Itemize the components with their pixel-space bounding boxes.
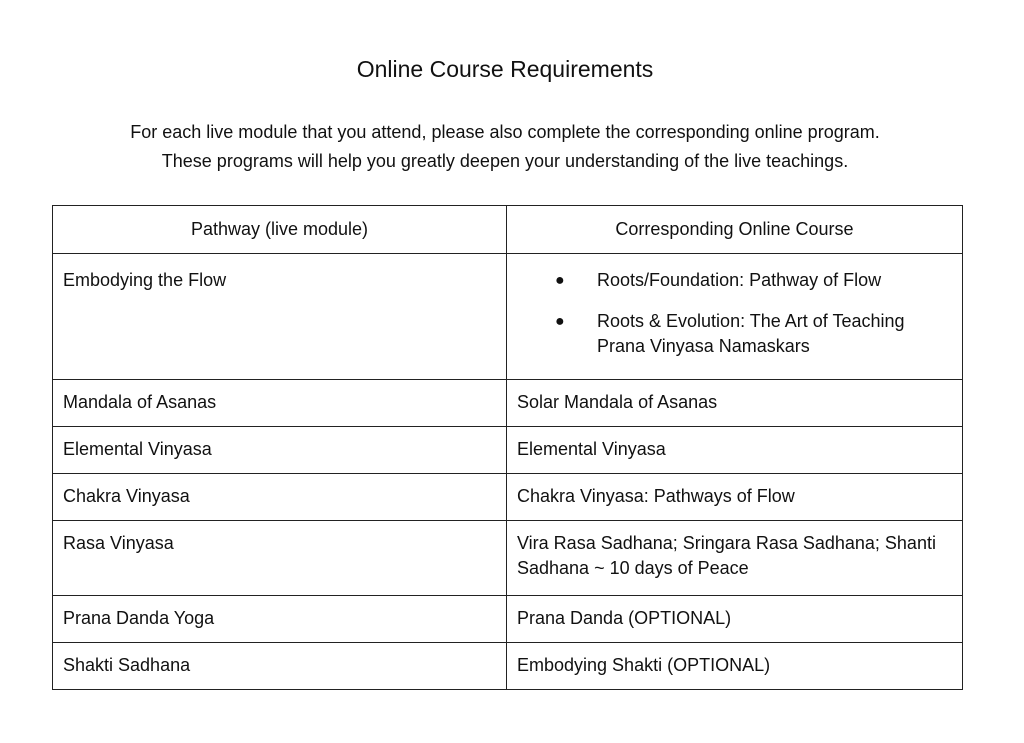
column-header-pathway: Pathway (live module) — [53, 206, 507, 254]
table-row — [53, 596, 963, 643]
table-header-row — [53, 206, 963, 254]
table-row — [53, 254, 963, 380]
course-name: Roots/Foundation: Pathway of Flow — [597, 270, 882, 290]
course-cell — [507, 254, 963, 380]
pathway-cell: Prana Danda Yoga — [53, 596, 507, 643]
course-cell: Prana Danda (OPTIONAL) — [507, 596, 963, 643]
table-row — [53, 643, 963, 690]
pathway-cell: Rasa Vinyasa — [53, 521, 507, 596]
pathway-cell: Elemental Vinyasa — [53, 427, 507, 474]
table-row — [53, 521, 963, 596]
table-row — [53, 427, 963, 474]
course-list — [517, 268, 952, 359]
table-row — [53, 380, 963, 427]
column-header-online-course: Corresponding Online Course — [507, 206, 963, 254]
course-cell: Embodying Shakti (OPTIONAL) — [507, 643, 963, 690]
list-item — [555, 309, 952, 359]
pathway-cell: Embodying the Flow — [53, 254, 507, 380]
pathway-cell: Shakti Sadhana — [53, 643, 507, 690]
course-cell: Vira Rasa Sadhana; Sringara Rasa Sadhana; Shanti Sadhana ~ 10 days of Peace — [507, 521, 963, 596]
course-name: Roots & Evolution: The Art of Teaching Prana Vinyasa Namaskars — [597, 311, 905, 356]
course-cell: Elemental Vinyasa — [507, 427, 963, 474]
requirements-table — [52, 205, 963, 690]
list-item — [555, 268, 952, 293]
page-title: Online Course Requirements — [356, 56, 654, 82]
bullet-icon: ● — [555, 313, 565, 330]
table-row — [53, 474, 963, 521]
intro-line-1: For each live module that you attend, please also complete the corresponding online program. — [130, 122, 880, 142]
bullet-icon: ● — [555, 272, 565, 289]
intro-paragraph — [0, 118, 1010, 176]
pathway-cell: Mandala of Asanas — [53, 380, 507, 427]
course-cell: Chakra Vinyasa: Pathways of Flow — [507, 474, 963, 521]
intro-line-2: These programs will help you greatly deepen your understanding of the live teachings. — [161, 151, 849, 171]
pathway-cell: Chakra Vinyasa — [53, 474, 507, 521]
course-cell: Solar Mandala of Asanas — [507, 380, 963, 427]
